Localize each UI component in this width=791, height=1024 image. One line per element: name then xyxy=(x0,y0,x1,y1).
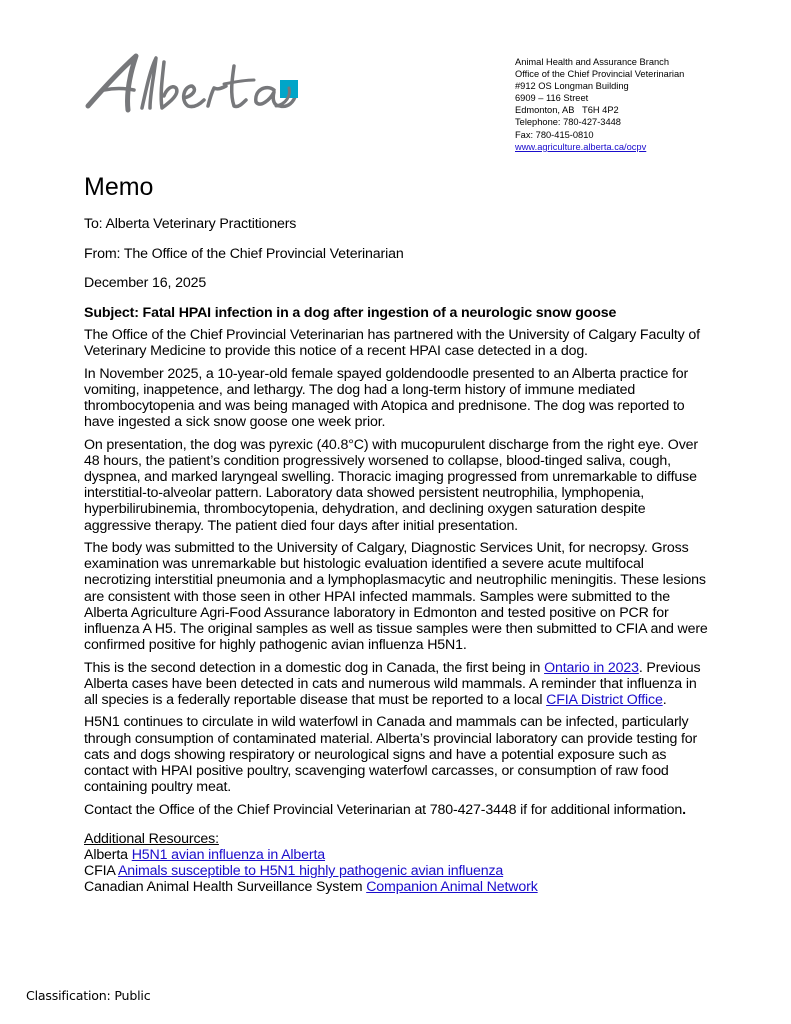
companion-animal-network-link[interactable]: Companion Animal Network xyxy=(366,879,538,896)
sender-address-block xyxy=(515,56,684,153)
memo-date: December 16, 2025 xyxy=(84,275,207,292)
address-line: Edmonton, AB T6H 4P2 xyxy=(515,105,619,116)
paragraph-testing: H5N1 continues to circulate in wild waterfowl in Canada and mammals can be infected, particularly through consumption of contaminated material. Alberta’s provincial laboratory can provide testing for cats and dogs showing respiratory or neurological signs and have a potential exposure such as contact with HPAI positive poultry, scavenging waterfowl carcasses, or consumption of raw food containing poultry meat. xyxy=(84,714,698,796)
memo-content xyxy=(84,216,714,896)
cfia-district-office-link[interactable]: CFIA District Office xyxy=(546,692,663,708)
resources-title: Additional Resources: xyxy=(84,830,219,847)
classification-label: Classification: Public xyxy=(26,988,151,1003)
address-line: #912 OS Longman Building xyxy=(515,81,629,92)
paragraph-necropsy: The body was submitted to the University of Calgary, Diagnostic Services Unit, for necropsy. Gross examination was unremarkable but histologic evaluation identified a severe acute multifocal necrotizing interstitial pneumonia and a lymphoplasmacytic and neutrophilic meningitis. These lesions are consistent with those seen in other HPAI infected mammals. Samples were submitted to the Alberta Agriculture Agri-Food Assurance laboratory in Edmonton and tested positive on PCR for influenza A H5. The original samples as well as tissue samples were then submitted to CFIA and were confirmed positive for highly pathogenic avian influenza H5N1. xyxy=(84,539,708,654)
memo-title: Memo xyxy=(84,173,154,201)
resource-item: Canadian Animal Health Surveillance System Companion Animal Network xyxy=(84,879,538,896)
paragraph-detection: This is the second detection in a domestic dog in Canada, the first being in Ontario in 2023. Previous Alberta cases have been detected in cats and numerous wild mammals. A reminder that influenza in all species is a federally reportable disease that must be reported to a local CFIA District Office. xyxy=(84,659,701,708)
website-link[interactable]: www.agriculture.alberta.ca/ocpv xyxy=(515,141,647,152)
fax: Fax: 780-415-0810 xyxy=(515,129,594,140)
h5n1-alberta-link[interactable]: H5N1 avian influenza in Alberta xyxy=(131,847,326,863)
address-line: Office of the Chief Provincial Veterinarian xyxy=(515,69,685,80)
paragraph-intro: The Office of the Chief Provincial Veterinarian has partnered with the University of Calgary Faculty of Veterinary Medicine to provide this notice of a recent HPAI case detected in a dog. xyxy=(84,326,700,360)
paragraph-case-history: In November 2025, a 10-year-old female spayed goldendoodle presented to an Alberta practice for vomiting, inappetence, and lethargy. The dog had a long-term history of immune mediated thrombocytopenia and was being managed with Atopica and prednisone. The dog was reported to have ingested a sick snow goose one week prior. xyxy=(84,365,689,431)
memo-subject: Subject: Fatal HPAI infection in a dog after ingestion of a neurologic snow goose xyxy=(84,304,617,321)
resource-item: Alberta H5N1 avian influenza in Alberta xyxy=(84,847,326,863)
telephone: Telephone: 780-427-3448 xyxy=(515,117,621,128)
paragraph-presentation: On presentation, the dog was pyrexic (40.8°C) with mucopurulent discharge from the right eye. Over 48 hours, the patient’s condition progressively worsened to collapse, blood-tinged saliva, cough, dyspnea, and marked laryngeal swelling. Thoracic imaging progressed from unremarkable to diffuse interstitial-to-alveolar pattern. Laboratory data showed persistent neutrophilia, lymphopenia, hyperbilirubinemia, thrombocytopenia, dehydration, and declining oxygen saturation despite aggressive therapy. The patient died four days after initial presentation. xyxy=(84,436,698,534)
address-line: Animal Health and Assurance Branch xyxy=(515,57,670,67)
memo-from: From: The Office of the Chief Provincial Veterinarian xyxy=(84,245,404,262)
alberta-wordmark-icon xyxy=(84,50,300,120)
cfia-susceptible-animals-link[interactable]: Animals susceptible to H5N1 highly pathogenic avian influenza xyxy=(117,863,504,880)
ontario-2023-link[interactable]: Ontario in 2023 xyxy=(544,659,639,676)
memo-to: To: Alberta Veterinary Practitioners xyxy=(84,216,297,232)
paragraph-contact: Contact the Office of the Chief Provincial Veterinarian at 780-427-3448 if for additional information. xyxy=(84,801,686,818)
resource-item: CFIA Animals susceptible to H5N1 highly pathogenic avian influenza xyxy=(84,863,504,880)
address-line: 6909 – 116 Street xyxy=(515,93,589,104)
additional-resources xyxy=(84,831,714,896)
alberta-logo xyxy=(84,50,300,120)
